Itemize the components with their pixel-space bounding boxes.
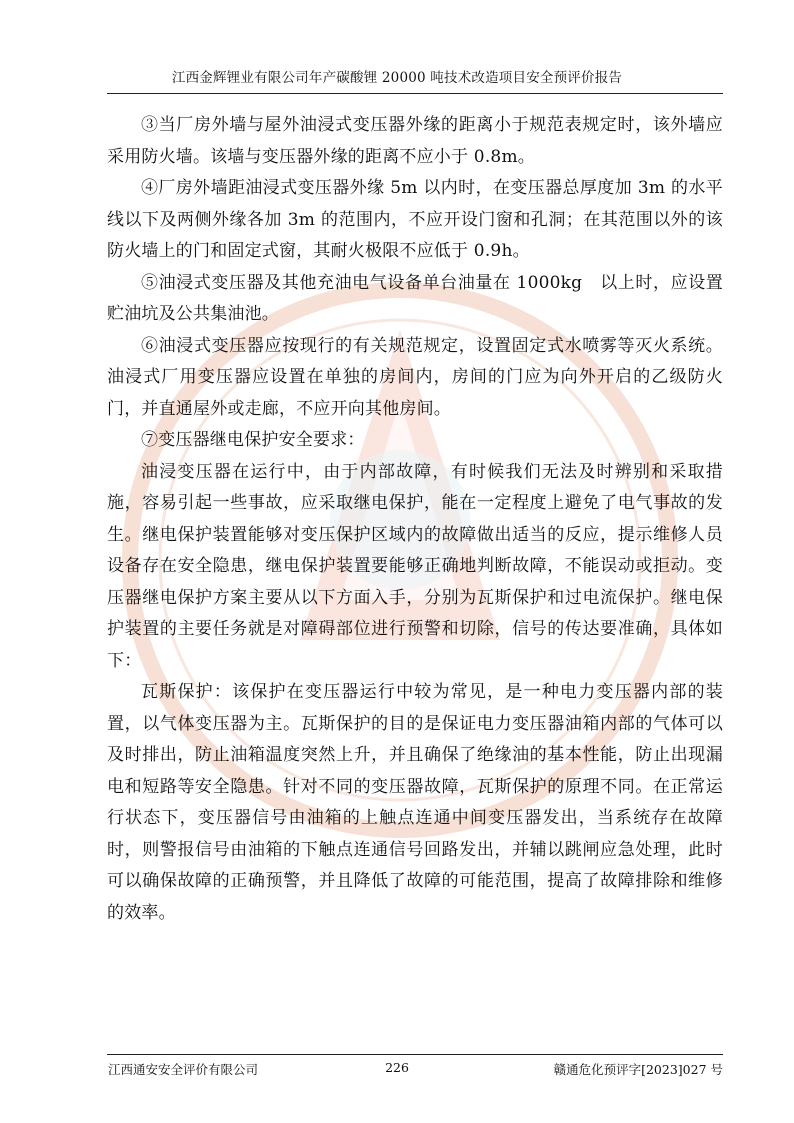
paragraph-6: ⑥油浸式变压器应按现行的有关规范规定，设置固定式水喷雾等灭火系统。油浸式厂用变压器应设置在单独的房间内，房间的门应为向外开启的乙级防火门，并直通屋外或走廊，不应开向其他房间。 bbox=[107, 335, 723, 419]
page-header-title: 江西金辉锂业有限公司年产碳酸锂 20000 吨技术改造项目安全预评价报告 bbox=[171, 70, 623, 86]
paragraph-5: ⑤油浸式变压器及其他充油电气设备单台油量在 1000kg 以上时，应设置贮油坑及公共集油池。 bbox=[107, 272, 723, 324]
paragraph-4: ④厂房外墙距油浸式变压器外缘 5m 以内时，在变压器总厚度加 3m 的水平线以下及两侧外缘各加 3m 的范围内，不应开设门窗和孔洞；在其范围以外的该防火墙上的门和固定式窗，其耐火极限不应低于 0.9h。 bbox=[107, 178, 723, 261]
paragraph-7-heading: ⑦变压器继电保护安全要求： bbox=[141, 430, 365, 450]
paragraph-3: ③当厂房外墙与屋外油浸式变压器外缘的距离小于规范表规定时，该外墙应采用防火墙。该墙与变压器外缘的距离不应小于 0.8m。 bbox=[107, 115, 723, 167]
footer-page-number: 226 bbox=[385, 1060, 409, 1075]
header-divider bbox=[107, 93, 723, 94]
paragraph-gas-protection: 瓦斯保护：该保护在变压器运行中较为常见，是一种电力变压器内部的装置，以气体变压器为主。瓦斯保护的目的是保证电力变压器油箱内部的气体可以及时排出，防止油箱温度突然上升，并且确保了绝缘油的基本性能，防止出现漏电和短路等安全隐患。针对不同的变压器故障，瓦斯保护的原理不同。在正常运行状态下，变压器信号由油箱的上触点连通中间变压器发出，当系统存在故障时，则警报信号由油箱的下触点连通信号回路发出，并辅以跳闸应急处理，此时可以确保故障的正确预警，并且降低了故障的可能范围，提高了故障排除和维修的效率。 bbox=[107, 682, 723, 923]
footer-doc-code: 赣通危化预评字[2023]027 号 bbox=[553, 1062, 723, 1077]
footer-divider bbox=[107, 1054, 723, 1055]
footer-company: 江西通安安全评价有限公司 bbox=[108, 1062, 259, 1077]
paragraph-relay-protection: 油浸变压器在运行中，由于内部故障，有时候我们无法及时辨别和采取措施，容易引起一些事故，应采取继电保护，能在一定程度上避免了电气事故的发生。继电保护装置能够对变压保护区域内的故障做出适当的反应，提示维修人员设备存在安全隐患，继电保护装置要能够正确地判断故障，不能误动或拒动。变压器继电保护方案主要从以下方面入手，分别为瓦斯保护和过电流保护。继电保护装置的主要任务就是对障碍部位进行预警和切除，信号的传达要准确，具体如下： bbox=[107, 461, 723, 671]
document-body bbox=[107, 110, 723, 929]
